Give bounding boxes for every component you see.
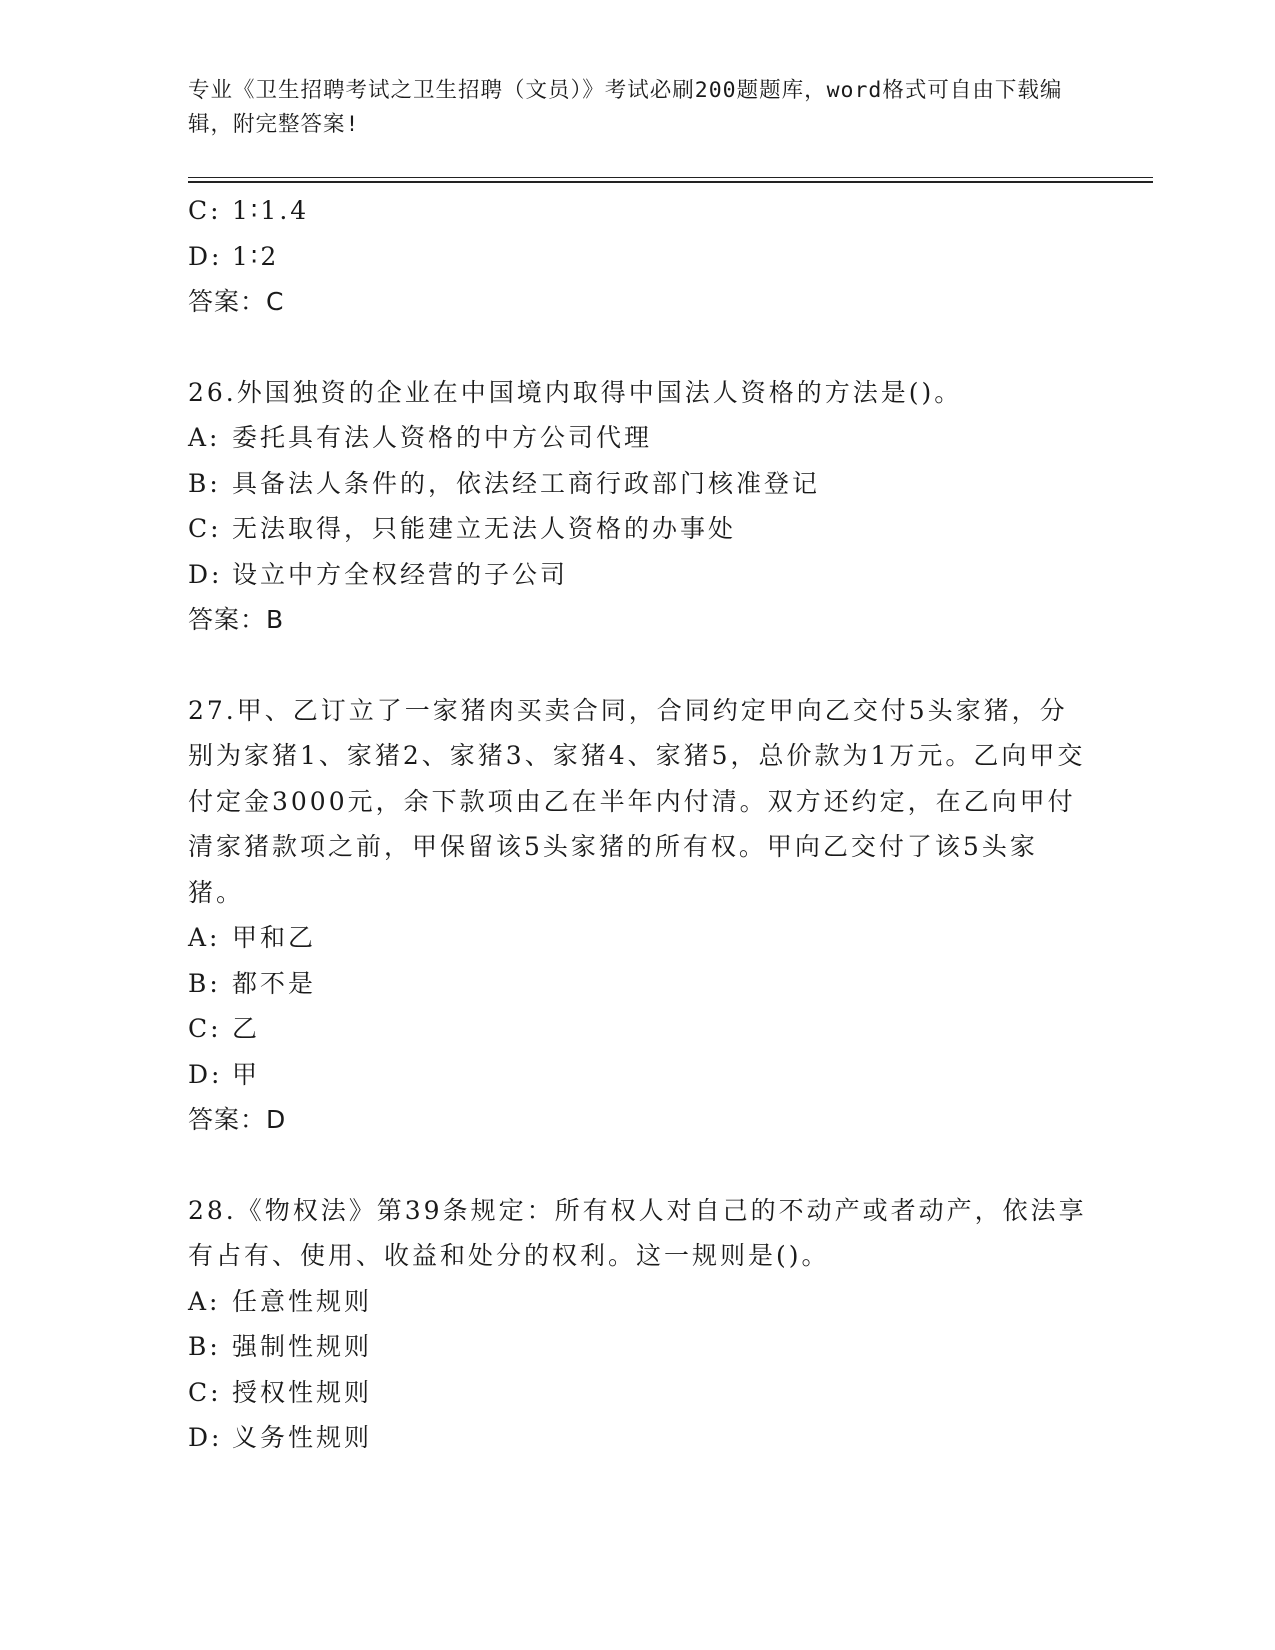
question-stem: 28.《物权法》第39条规定：所有权人对自己的不动产或者动产，依法享有占有、使用、收益和处分的权利。这一规则是()。 [188, 1195, 1087, 1270]
option-d: D: 1∶2 [188, 241, 280, 271]
option-d: D: 设立中方全权经营的子公司 [188, 559, 569, 589]
answer-line: 答案：C [188, 287, 285, 316]
option-a: A: 任意性规则 [188, 1286, 373, 1316]
option-d: D: 甲 [188, 1059, 261, 1089]
answer-line: 答案：B [188, 605, 285, 634]
question-stem: 27.甲、乙订立了一家猪肉买卖合同，合同约定甲向乙交付5头家猪，分别为家猪1、家猪2、家猪3、家猪4、家猪5，总价款为1万元。乙向甲交付定金3000元，余下款项由乙在半年内付清。双方还约定，在乙向甲付清家猪款项之前，甲保留该5头家猪的所有权。甲向乙交付了该5头家猪。 [188, 695, 1086, 907]
question-content [188, 188, 1088, 1461]
option-c: C: 乙 [188, 1014, 261, 1043]
option-c: C: 1∶1.4 [188, 196, 310, 225]
answer-line: 答案：D [188, 1105, 287, 1134]
header-rule-thick [188, 181, 1153, 183]
document-header: 专业《卫生招聘考试之卫生招聘（文员）》考试必刷200题题库，word格式可自由下载编辑，附完整答案! [188, 78, 1063, 137]
option-c: C: 授权性规则 [188, 1377, 373, 1407]
option-b: B: 具备法人条件的，依法经工商行政部门核准登记 [188, 468, 821, 498]
option-b: B: 都不是 [188, 968, 317, 998]
option-b: B: 强制性规则 [188, 1332, 373, 1361]
option-a: A: 甲和乙 [188, 923, 317, 952]
option-c: C: 无法取得，只能建立无法人资格的办事处 [188, 514, 737, 543]
option-a: A: 委托具有法人资格的中方公司代理 [188, 423, 653, 452]
option-d: D: 义务性规则 [188, 1423, 373, 1452]
question-stem: 26.外国独资的企业在中国境内取得中国法人资格的方法是()。 [188, 377, 963, 407]
header-rule-thin [188, 177, 1153, 178]
